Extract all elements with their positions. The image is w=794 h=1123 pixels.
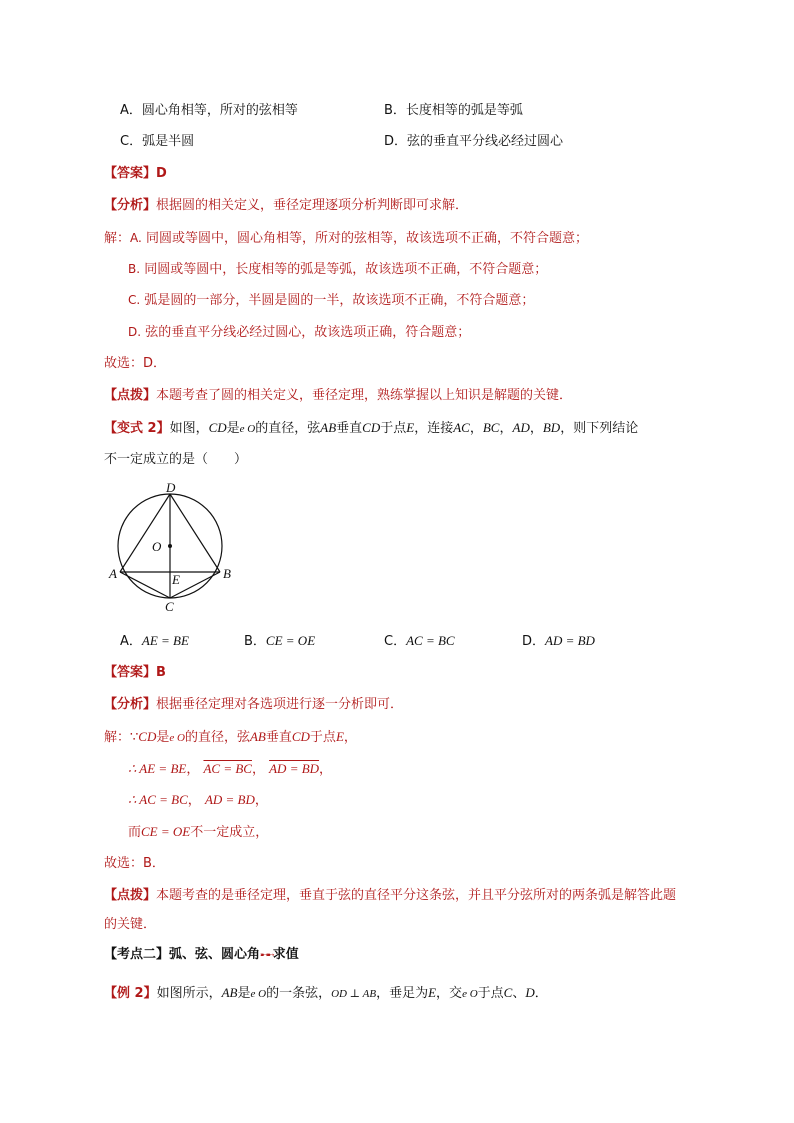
math-bd: BD — [542, 420, 561, 435]
v2-solution-1 — [104, 727, 357, 748]
math-cd: CD — [138, 729, 157, 744]
tip-label: 【点拨】 — [104, 888, 157, 903]
math-arc-text: AD = BD — [269, 761, 320, 776]
keypoint-label: 【考点二】弧、弦、圆心角 — [104, 947, 261, 962]
math-text: ∴ AC = BC — [128, 792, 188, 807]
math-cd: CD — [362, 420, 381, 435]
math-circle-o: e O — [462, 988, 478, 1000]
math-bc: BC — [482, 420, 500, 435]
tip-label: 【点拨】 — [104, 388, 157, 403]
v2-option-b — [244, 631, 315, 652]
solution-a — [104, 228, 588, 249]
v2-option-d — [522, 631, 595, 652]
v2-tip-line1 — [104, 886, 676, 906]
label-c: C — [165, 599, 174, 614]
text: ， — [529, 421, 543, 436]
text: 的直径，弦 — [184, 730, 250, 745]
example2-label: 【例 2】 — [104, 986, 157, 1001]
text: 的一条弦， — [266, 986, 332, 1001]
circle-figure — [104, 480, 244, 620]
math-od-perp-ab: OD ⊥ AB — [331, 988, 377, 1000]
option-text: CE = OE — [265, 633, 316, 648]
analysis-label: 【分析】 — [104, 198, 157, 213]
text: 垂直 — [336, 421, 363, 436]
solution-b-text: 同圆或等圆中，长度相等的弧是等弧，故该选项不正确，不符合题意； — [144, 262, 548, 277]
v2-tip-line2: 的关键． — [104, 917, 157, 932]
solution-b-letter: B. — [128, 262, 141, 276]
math-circle-o: e O — [169, 732, 185, 744]
option-text: AE = BE — [141, 633, 189, 648]
solution-c — [128, 290, 534, 311]
label-b: B — [223, 566, 231, 581]
text: 于点 — [380, 421, 407, 436]
option-c: C．弧是半圆 — [120, 134, 195, 149]
solution-a-text: 同圆或等圆中，圆心角相等，所对的弦相等，故该选项不正确，不符合题意； — [145, 231, 588, 246]
math-ad: AD — [512, 420, 530, 435]
text: ，则下列结论 — [560, 421, 639, 436]
keypoint2-heading — [104, 945, 299, 966]
math-e: E — [428, 985, 437, 1000]
solution-c-letter: C. — [128, 293, 141, 307]
option-letter: D． — [522, 634, 546, 649]
option-letter: A． — [120, 634, 142, 649]
solution-d — [128, 322, 470, 343]
analysis-label: 【分析】 — [104, 697, 157, 712]
segment-bd — [170, 494, 220, 572]
solution-d-letter: D. — [128, 325, 142, 339]
math-cd: CD — [291, 729, 310, 744]
option-b: B．长度相等的弧是等弧 — [384, 103, 523, 118]
variant2-label: 【变式 2】 — [104, 421, 170, 436]
math-e: E — [406, 420, 415, 435]
math-circle-o: e O — [239, 423, 256, 435]
text: 的直径，弦 — [255, 421, 321, 436]
answer-value: B — [156, 665, 166, 680]
tip-text: 本题考查的是垂径定理，垂直于弦的直径平分这条弦，并且平分弦所对的两条弧是解答此题 — [156, 888, 677, 903]
option-letter: C． — [384, 634, 407, 649]
solution-prefix: 解： — [104, 231, 131, 246]
label-o: O — [152, 539, 162, 554]
option-text: AD = BD — [545, 633, 595, 648]
solution-b — [128, 259, 547, 280]
math-c: C — [503, 985, 513, 1000]
text: 如图， — [169, 421, 209, 436]
math-text: CE = OE — [141, 824, 191, 839]
variant2-line2: 不一定成立的是（ ） — [104, 452, 248, 467]
analysis-text: 根据圆的相关定义，垂径定理逐项分析判断即可求解． — [156, 198, 469, 213]
text: ，垂足为 — [376, 986, 429, 1001]
answer-value: D — [156, 166, 167, 181]
answer-label: 【答案】 — [104, 665, 157, 680]
answer-label: 【答案】 — [104, 166, 157, 181]
solution-d-text: 弦的垂直平分线必经过圆心，故该选项正确，符合题意； — [145, 325, 471, 340]
segment-ac — [120, 572, 170, 598]
v2-option-a — [120, 631, 189, 652]
label-d: D — [166, 480, 176, 495]
math-ac: AC — [453, 420, 470, 435]
answer-line — [104, 164, 167, 184]
analysis-text: 根据垂径定理对各选项进行逐一分析即可． — [156, 697, 404, 712]
text: 是 — [156, 730, 170, 745]
math-text: ∴ AE = BE — [128, 761, 187, 776]
text: 解：∵ — [104, 730, 139, 745]
text: 不一定成立， — [190, 825, 269, 840]
solution-c-text: 弧是圆的一部分，半圆是圆的一半，故该选项不正确，不符合题意； — [144, 293, 535, 308]
text: 于点 — [309, 730, 336, 745]
label-a: A — [109, 566, 117, 581]
math-d: D — [525, 985, 535, 1000]
segment-ad — [120, 494, 170, 572]
option-letter: B． — [244, 634, 266, 649]
v2-solution-4 — [128, 822, 268, 843]
v2-solution-3: ∴ AC = BC， AD = BD， — [128, 792, 268, 808]
tip-line — [104, 386, 572, 406]
v2-option-c — [384, 631, 455, 652]
text: ， — [499, 421, 513, 436]
text: 而 — [128, 825, 142, 840]
math-arc-text: AC = BC — [203, 761, 252, 776]
math-cd: CD — [208, 420, 227, 435]
math-ab: AB — [249, 729, 266, 744]
v2-analysis-line — [104, 695, 403, 715]
math-e: E — [335, 729, 344, 744]
text: 于点 — [477, 986, 504, 1001]
text: 是 — [237, 986, 251, 1001]
text: ． — [534, 986, 548, 1001]
v2-answer-line — [104, 663, 166, 683]
solution-a-letter: A. — [130, 231, 142, 245]
option-text: AC = BC — [406, 633, 455, 648]
v2-solution-2: ∴ AE = BE， AC = BC， AD = BD， — [128, 761, 333, 777]
text: 、 — [512, 986, 526, 1001]
option-a: A．圆心角相等，所对的弦相等 — [120, 103, 298, 118]
choose-line: 故选：D． — [104, 356, 167, 371]
text: ，连接 — [414, 421, 454, 436]
label-e: E — [172, 572, 180, 587]
analysis-line — [104, 196, 468, 216]
tip-text: 本题考查了圆的相关定义，垂径定理，熟练掌握以上知识是解题的关键． — [156, 388, 573, 403]
text: ，交 — [436, 986, 463, 1001]
variant2-line1 — [104, 418, 638, 439]
arrow-icon: ➸➸ — [260, 950, 273, 961]
math-circle-o: e O — [250, 988, 267, 1000]
math-ab: AB — [221, 985, 238, 1000]
text: ， — [469, 421, 483, 436]
math-text: AD = BD — [204, 792, 255, 807]
keypoint-tail: 求值 — [272, 947, 299, 962]
text: 是 — [226, 421, 240, 436]
v2-choose-line: 故选：B． — [104, 856, 165, 871]
text: ， — [343, 730, 357, 745]
example2-line — [104, 983, 548, 1004]
math-ab: AB — [320, 420, 337, 435]
text: 垂直 — [265, 730, 292, 745]
text: 如图所示， — [156, 986, 222, 1001]
center-point — [168, 544, 172, 548]
option-d: D．弦的垂直平分线必经过圆心 — [384, 134, 564, 149]
